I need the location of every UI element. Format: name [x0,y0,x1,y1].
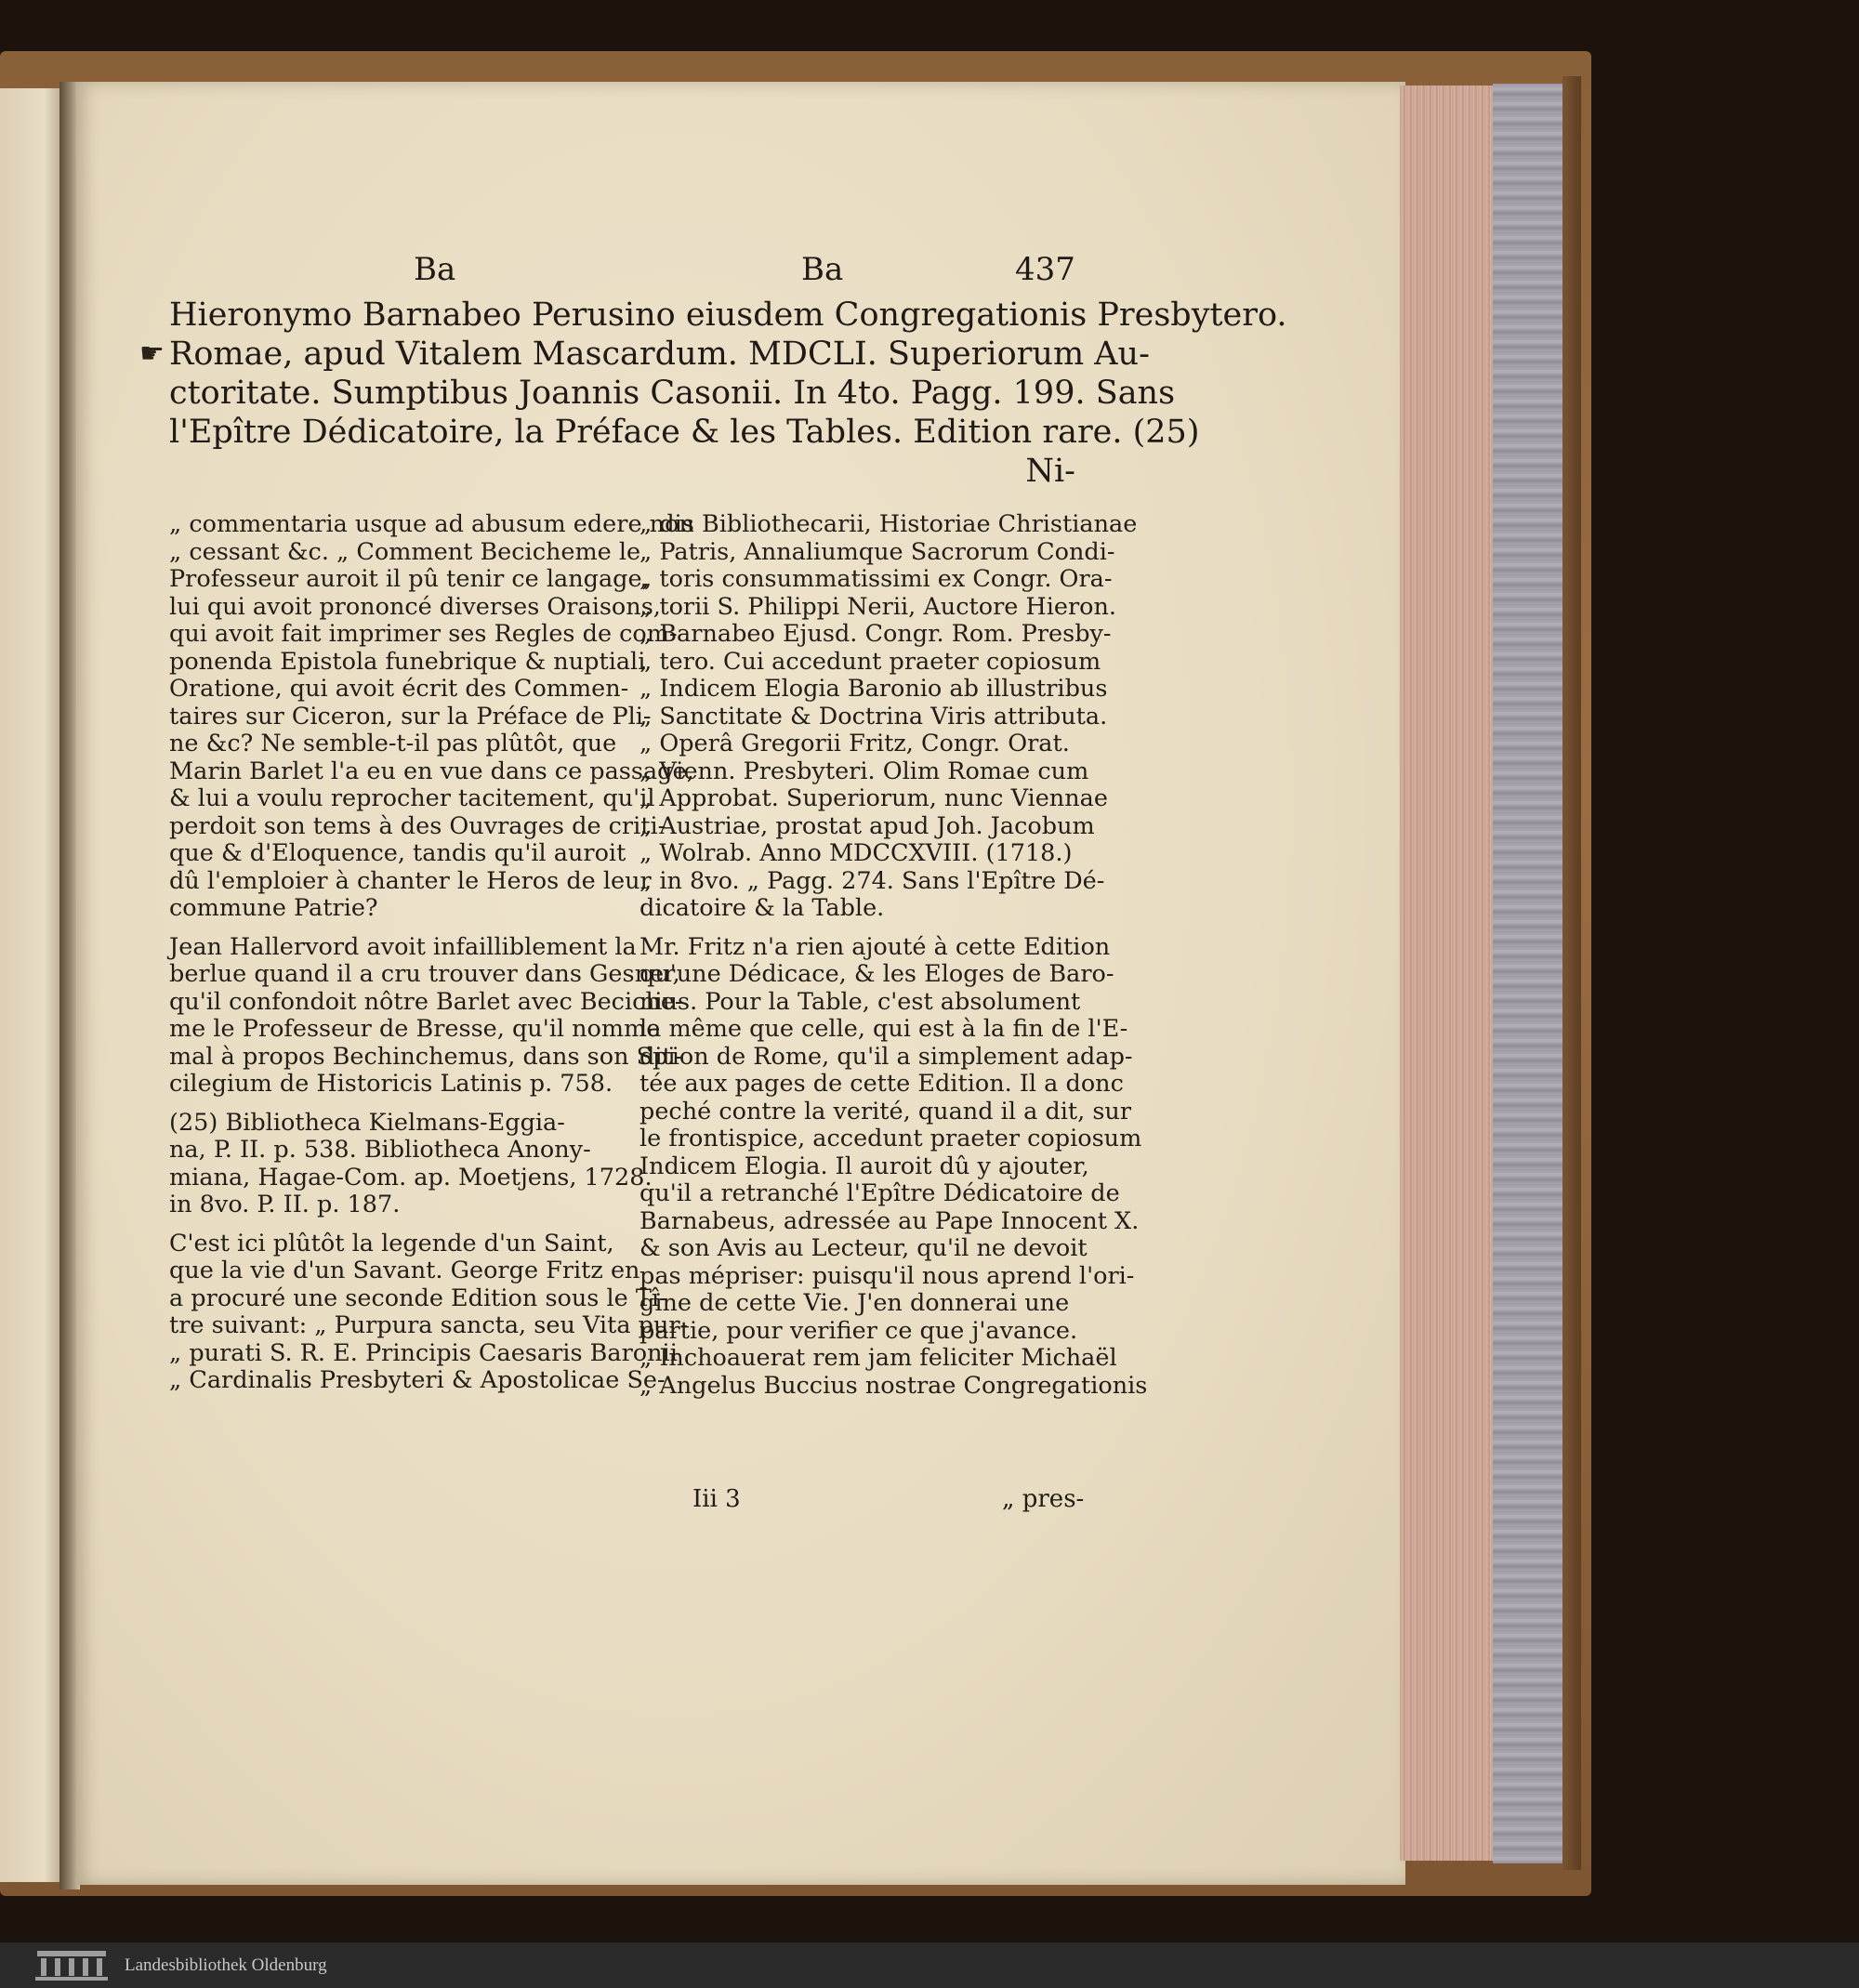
text-line: „ toris consummatissimi ex Congr. Ora- [639,565,1113,593]
text-line: commune Patrie? [169,894,378,922]
text-line: qu'une Dédicace, & les Eloges de Baro- [639,960,1114,988]
text-line: „ Operâ Gregorii Fritz, Congr. Orat. [639,730,1070,757]
title-line: l'Epître Dédicatoire, la Préface & les Tables. Edition rare. (25) [169,414,1200,451]
text-line: cilegium de Historicis Latinis p. 758. [169,1070,613,1098]
left-page-edge [0,88,63,1882]
text-line: taires sur Ciceron, sur la Préface de Pli- [169,702,652,731]
text-line: Barnabeus, adressée au Pape Innocent X. [639,1206,1140,1235]
text-line: „ Angelus Buccius nostrae Congregationis [639,1371,1148,1400]
text-line: „ Patris, Annaliumque Sacrorum Condi- [639,537,1115,566]
text-line: la même que celle, qui est à la fin de l'E- [639,1015,1128,1043]
title-line: Hieronymo Barnabeo Perusino eiusdem Congregationis Presbytero. [169,296,1287,334]
page-edges-red [1400,86,1493,1861]
text-line: le frontispice, accedunt praeter copiosum [639,1125,1142,1152]
text-line: & lui a voulu reprocher tacitement, qu'il [169,784,655,812]
text-line: mal à propos Bechinchemus, dans son Spi- [169,1042,684,1071]
text-line: in 8vo. P. II. p. 187. [169,1191,401,1218]
text-line: dition de Rome, qu'il a simplement adap- [639,1042,1133,1071]
text-line: que & d'Eloquence, tandis qu'il auroit [169,839,626,867]
text-line: „ torii S. Philippi Nerii, Auctore Hieron. [639,592,1117,621]
text-line: partie, pour verifier ce que j'avance. [639,1316,1078,1345]
text-line: lui qui avoit prononcé diverses Oraisons, [169,592,661,621]
text-line: „ cessant &c. „ Comment Becicheme le [169,537,641,566]
text-line: Marin Barlet l'a eu en vue dans ce passage, [169,757,694,785]
marbled-endpaper-edge [1493,84,1562,1863]
left-text-column [169,510,694,1395]
text-line: Professeur auroit il pû tenir ce langage, [169,565,650,593]
page-number: 437 [1015,251,1075,288]
text-line: „ Indicem Elogia Baronio ab illustribus [639,675,1108,703]
right-text-column [639,510,1148,1400]
text-line: „ tero. Cui accedunt praeter copiosum [639,647,1101,676]
paragraph-gap [639,923,1081,934]
text-line: „ Approbat. Superiorum, nunc Viennae [639,784,1108,812]
text-line: nius. Pour la Table, c'est absolument [639,987,1081,1016]
title-line: ctoritate. Sumptibus Joannis Casonii. In 4to. Pagg. 199. Sans [169,375,1176,412]
text-line: peché contre la verité, quand il a dit, sur [639,1097,1132,1126]
text-line: „ purati S. R. E. Principis Caesaris Baronii [169,1338,678,1367]
text-line: miana, Hagae-Com. ap. Moetjens, 1728. [169,1163,653,1191]
text-line: (25) Bibliotheca Kielmans-Eggia- [169,1108,565,1137]
text-line: „ Cardinalis Presbyteri & Apostolicae Se- [169,1366,666,1394]
text-line: Jean Hallervord avoit infailliblement la [169,932,637,961]
viewer-footer [0,1942,1859,1988]
text-line: ne &c? Ne semble-t-il pas plûtôt, que [169,730,617,757]
text-line: a procuré une seconde Edition sous le Tî- [169,1284,667,1312]
text-line: qu'il confondoit nôtre Barlet avec Beciche- [169,987,683,1016]
entry-title-block [169,296,1287,491]
text-line: perdoit son tems à des Ouvrages de criti- [169,811,666,840]
text-line: qui avoit fait imprimer ses Regles de com- [169,620,678,648]
text-line: pas mépriser: puisqu'il nous aprend l'ori- [639,1261,1135,1290]
text-line: „ commentaria usque ad abusum edere non [169,510,694,538]
cover-edge [1562,76,1581,1870]
text-line: dicatoire & la Table. [639,894,885,922]
text-line: „ Austriae, prostat apud Joh. Jacobum [639,811,1095,840]
text-line: „ Vienn. Presbyteri. Olim Romae cum [639,757,1089,785]
signature-mark: Iii 3 [692,1485,741,1513]
text-line: tre suivant: „ Purpura sancta, seu Vita pur- [169,1311,689,1339]
pointer-mark-icon: ☛ [139,337,165,370]
title-line: Ni- [1025,453,1075,490]
library-building-icon [35,1951,108,1981]
text-line: „ dis Bibliothecarii, Historiae Christianae [639,510,1138,538]
text-line: na, P. II. p. 538. Bibliotheca Anony- [169,1136,591,1164]
text-line: Oratione, qui avoit écrit des Commen- [169,675,629,703]
text-line: „ Inchoauerat rem jam feliciter Michaël [639,1344,1117,1372]
text-line: ponenda Epistola funebrique & nuptiali [169,647,646,676]
text-line: C'est ici plûtôt la legende d'un Saint, [169,1229,614,1257]
text-line: Indicem Elogia. Il auroit dû y ajouter, [639,1152,1089,1180]
paragraph-gap [169,1099,611,1110]
library-name[interactable]: Landesbibliothek Oldenburg [125,1955,327,1975]
text-line: dû l'emploier à chanter le Heros de leur [169,866,652,895]
text-line: me le Professeur de Bresse, qu'il nomme [169,1015,661,1043]
text-line: Mr. Fritz n'a rien ajouté à cette Edition [639,932,1111,961]
running-header-left: Ba [414,251,456,288]
text-line: „ Sanctitate & Doctrina Viris attributa. [639,702,1108,731]
text-line: „ Wolrab. Anno MDCCXVIII. (1718.) [639,839,1073,867]
catchword: „ pres- [1002,1485,1085,1513]
text-line: „ in 8vo. „ Pagg. 274. Sans l'Epître Dé- [639,866,1105,895]
text-line: qu'il a retranché l'Epître Dédicatoire de [639,1179,1120,1207]
text-line: & son Avis au Lecteur, qu'il ne devoit [639,1234,1088,1262]
text-line: que la vie d'un Savant. George Fritz en [169,1257,640,1284]
title-line: Romae, apud Vitalem Mascardum. MDCLI. Superiorum Au- [169,336,1150,373]
text-line: „ Barnabeo Ejusd. Congr. Rom. Presby- [639,620,1112,648]
paragraph-gap [169,923,611,934]
text-line: berlue quand il a cru trouver dans Gesner, [169,960,680,988]
text-line: tée aux pages de cette Edition. Il a donc [639,1070,1124,1098]
running-header-center: Ba [801,251,844,288]
paragraph-gap [169,1219,611,1231]
text-line: gine de cette Vie. J'en donnerai une [639,1289,1070,1317]
